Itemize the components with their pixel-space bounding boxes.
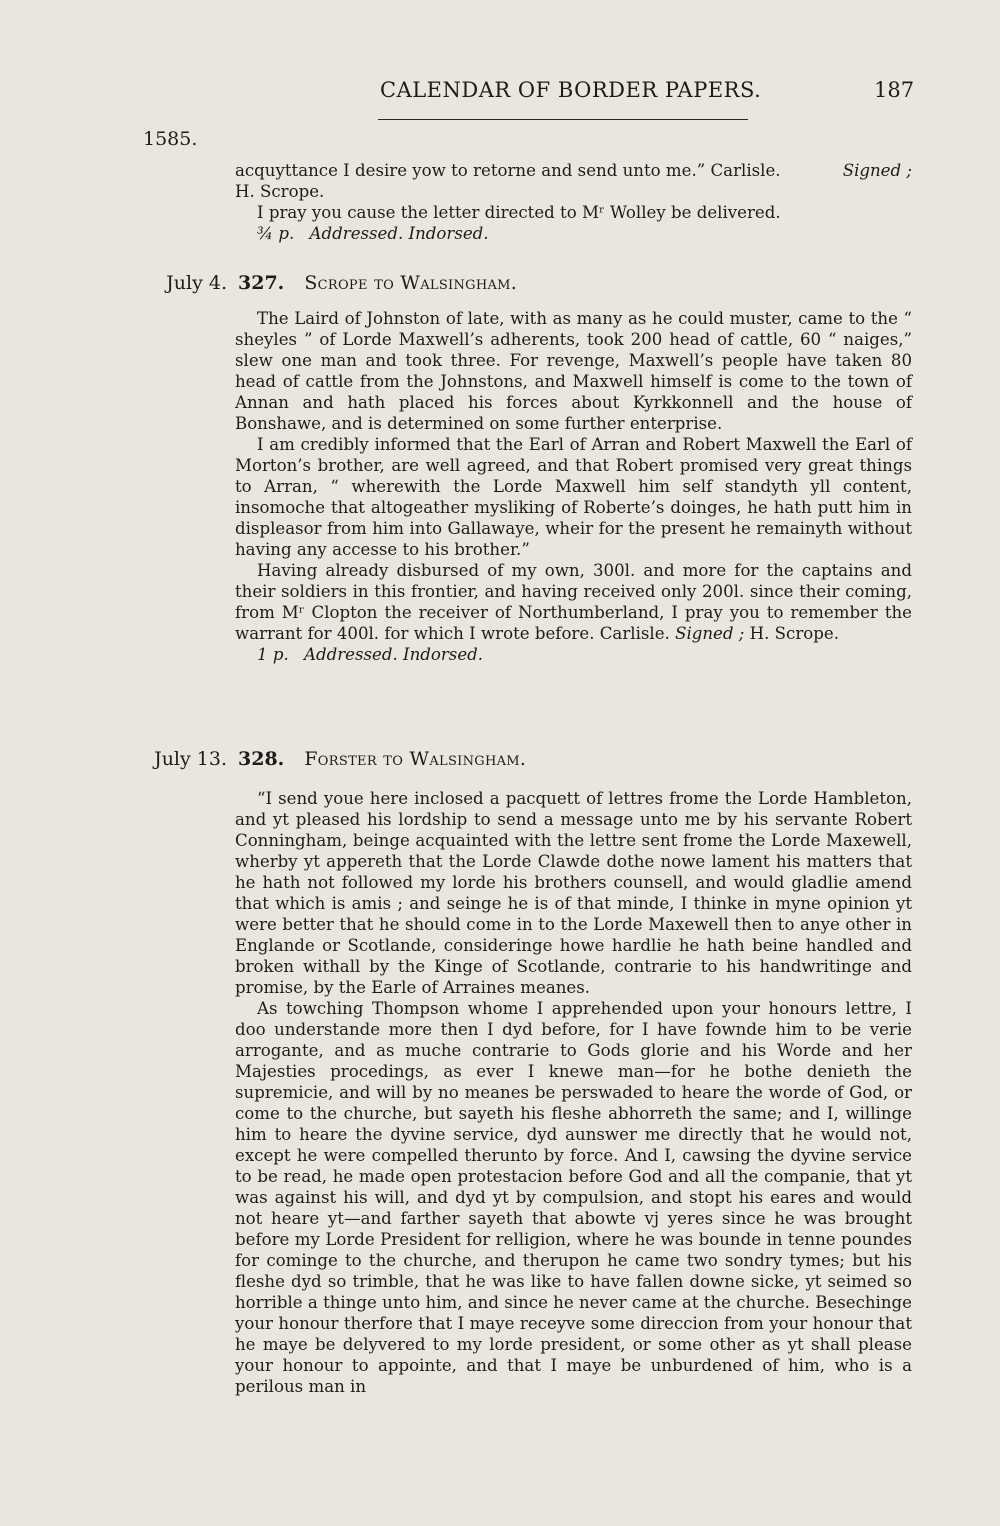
entry-paragraph: The Laird of Johnston of late, with as many as he could muster, came to the “ sheyles ” of Lorde Maxwell’s adherents, took 200 head of cattle, 60 “ naiges,” slew one man and took three. For revenge, Maxwell’s people have taken 80 head of cattle from the Johnstons, and Maxwell himself is come to the town of Annan and hath placed his forces about Kyrkkonnell and the house of Bonshawe, and is determined on some further enterprise. (235, 309, 912, 433)
entry-paragraph: Having already disbursed of my own, 300l. and more for the captains and their soldiers in this frontier, and having received only 200l. since their coming, from Mʳ Clopton the receiver of Northumberland, I pray you to remember the warrant for 400l. for which I wrote before. Carlisle. Signed ; H. Scrope. (235, 561, 912, 643)
continuation-text: acquyttance I desire yow to retorne and send unto me.” Carlisle. Signed ; (235, 161, 912, 180)
entry-date: July 13. (154, 748, 227, 770)
entry-body (235, 308, 912, 665)
continuation-block (235, 160, 912, 244)
entry-number: 328. (238, 748, 285, 770)
entry-title: Scrope to Walsingham. (304, 272, 518, 294)
entry-number: 327. (238, 272, 285, 294)
page-number: 187 (874, 78, 915, 102)
header-rule (378, 119, 748, 120)
entry-date: July 4. (166, 272, 227, 294)
entry-body (235, 788, 912, 1397)
entry-heading (238, 748, 526, 770)
running-title: CALENDAR OF BORDER PAPERS. (380, 78, 762, 102)
year-marginal: 1585. (143, 128, 198, 150)
entry-endorsement: 1 p. Addressed. Indorsed. (257, 645, 484, 664)
entry-title: Forster to Walsingham. (304, 748, 527, 770)
entry-heading (238, 272, 517, 294)
entry-paragraph: “I send youe here inclosed a pacquett of lettres frome the Lorde Hambleton, and yt pleased his lordship to send a message unto me by his servante Robert Conningham, beinge acquainted with the lettre sent frome the Lorde Maxewell, wherby yt appereth that the Lorde Clawde dothe nowe lament his matters that he hath not followed my lorde his brothers counsell, and would gladlie amend that which is amis ; and seinge he is of that minde, I thinke in myne opinion yt were better that he should come in to the Lorde Maxewell then to anye other in Englande or Scotlande, consideringe howe hardlie he hath beine handled and broken withall by the Kinge of Scotlande, contrarie to his handwritinge and promise, by the Earle of Arraines meanes. (235, 789, 912, 997)
entry-paragraph: I am credibly informed that the Earl of Arran and Robert Maxwell the Earl of Morton’s brother, are well agreed, and that Robert promised very great things to Arran, “ wherewith the Lorde Maxwell him self standyth yll content, insomoche that altogeather mysliking of Roberte’s doinges, he hath putt him in displeasor from him into Gallawaye, wheir for the present he remainyth without having any accesse to his brother.” (235, 435, 912, 559)
continuation-postscript: I pray you cause the letter directed to Mʳ Wolley be delivered. (257, 203, 781, 222)
continuation-signer: H. Scrope. (235, 182, 325, 201)
continuation-endorsement: ¾ p. Addressed. Indorsed. (257, 224, 489, 243)
running-header (0, 78, 1000, 118)
entry-paragraph: As towching Thompson whome I apprehended upon your honours lettre, I doo understande more then I dyd before, for I have fownde him to be verie arrogante, and as muche contrarie to Gods glorie and his Worde and her Majesties procedings, as ever I knewe man—for he bothe denieth the supremicie, and will by no meanes be perswaded to heare the worde of God, or come to the churche, but sayeth his fleshe abhorreth the same; and I, willinge him to heare the dyvine service, dyd aunswer me directly that he would not, except he were compelled therunto by force. And I, cawsing the dyvine service to be read, he made open protestacion before God and all the companie, that yt was against his will, and dyd yt by compulsion, and stopt his eares and would not heare yt—and farther sayeth that abowte vj yeres since he was brought before my Lorde President for relligion, where he was bounde in tenne poundes for cominge to the churche, and therupon he came two sondry tymes; but his fleshe dyd so trimble, that he was like to have fallen downe sicke, yt seimed so horrible a thinge unto him, and since he never came at the churche. Besechinge your honour therfore that I maye receyve some direccion from your honour that he maye be delyvered to my lorde president, or some other as yt shall please your honour to appointe, and that I maye be unburdened of him, who is a perilous man in (235, 999, 912, 1396)
